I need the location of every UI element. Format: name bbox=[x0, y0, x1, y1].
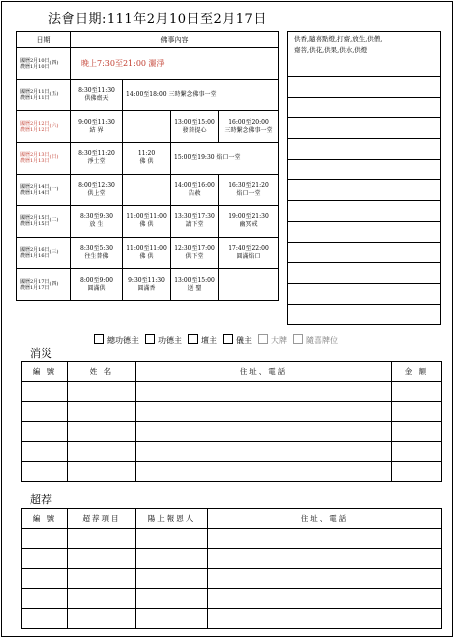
xiaozai-cell[interactable] bbox=[136, 442, 392, 462]
xiaozai-cell[interactable] bbox=[136, 382, 392, 402]
lunar-date: 農曆1月12日 bbox=[20, 126, 50, 133]
checkbox-label: 總功德主 bbox=[107, 336, 139, 345]
schedule-row bbox=[17, 174, 279, 206]
event-line: 8:30至9:30 bbox=[80, 213, 113, 221]
lunar-date: 農曆1月10日 bbox=[20, 63, 50, 70]
schedule-row bbox=[17, 48, 279, 80]
checkbox-item[interactable] bbox=[94, 336, 139, 345]
offerings-cell[interactable] bbox=[288, 263, 441, 284]
chaojian-header-cell: 超荐項目 bbox=[68, 509, 136, 529]
offerings-row bbox=[288, 159, 441, 180]
event-cell bbox=[123, 237, 171, 269]
event-line: 13:00至15:00 bbox=[174, 118, 215, 126]
xiaozai-cell[interactable] bbox=[136, 462, 392, 482]
donor-type-checkboxes bbox=[94, 334, 344, 346]
xiaozai-cell[interactable] bbox=[22, 402, 68, 422]
event-line: 13:30至17:30 bbox=[174, 213, 215, 221]
event-line: 發菩提心 bbox=[182, 126, 207, 134]
xiaozai-row bbox=[22, 442, 442, 462]
chaojian-cell[interactable] bbox=[22, 569, 68, 589]
event-line: 11:00至11:00 bbox=[126, 213, 167, 221]
chaojian-cell[interactable] bbox=[22, 609, 68, 629]
checkbox-item[interactable] bbox=[145, 336, 182, 345]
xiaozai-header-cell: 金 額 bbox=[392, 362, 442, 382]
chaojian-header-cell: 陽上報恩人 bbox=[136, 509, 208, 529]
schedule-date-cell bbox=[17, 111, 71, 143]
solar-date: 國曆2月12日 bbox=[20, 120, 50, 127]
event-cell bbox=[171, 143, 279, 175]
xiaozai-header-cell: 姓 名 bbox=[68, 362, 136, 382]
offerings-row bbox=[288, 242, 441, 263]
event-line: 佛 供 bbox=[139, 158, 154, 166]
offerings-row bbox=[288, 221, 441, 242]
chaojian-cell[interactable] bbox=[68, 529, 136, 549]
offerings-cell[interactable] bbox=[288, 283, 441, 304]
event-line: 8:00至9:00 bbox=[80, 276, 113, 284]
checkbox-box[interactable] bbox=[94, 334, 104, 344]
event-line: 三時繫念佛事一堂 bbox=[224, 126, 273, 134]
chaojian-cell[interactable] bbox=[68, 569, 136, 589]
event-cell bbox=[71, 111, 123, 143]
weekday: (五) bbox=[49, 91, 59, 98]
event-cell bbox=[71, 143, 123, 175]
checkbox-label: 儀主 bbox=[236, 336, 252, 345]
solar-date: 國曆2月17日 bbox=[20, 278, 50, 285]
chaojian-row bbox=[22, 589, 442, 609]
event-cell bbox=[71, 79, 123, 111]
checkbox-box[interactable] bbox=[258, 334, 268, 344]
schedule-date-cell bbox=[17, 143, 71, 175]
event-line: 9:00至11:30 bbox=[78, 118, 115, 126]
weekday: (四) bbox=[49, 59, 59, 66]
event-line: 圓滿香 bbox=[137, 284, 156, 292]
event-line: 圓滿供 bbox=[87, 284, 106, 292]
event-line: 17:40至22:00 bbox=[228, 245, 269, 253]
lunar-date: 農曆1月11日 bbox=[20, 95, 50, 102]
offerings-row bbox=[288, 201, 441, 222]
schedule-date-cell bbox=[17, 79, 71, 111]
event-line: 告赦 bbox=[188, 189, 201, 197]
event-cell bbox=[171, 237, 219, 269]
xiaozai-cell[interactable] bbox=[68, 442, 136, 462]
chaojian-cell[interactable] bbox=[208, 609, 442, 629]
checkbox-label: 功德主 bbox=[158, 336, 182, 345]
offerings-cell[interactable] bbox=[288, 221, 441, 242]
schedule-date-cell bbox=[17, 48, 71, 80]
xiaozai-cell[interactable] bbox=[136, 422, 392, 442]
schedule-row bbox=[17, 237, 279, 269]
checkbox-box[interactable] bbox=[188, 334, 198, 344]
chaojian-row bbox=[22, 569, 442, 589]
xiaozai-row bbox=[22, 462, 442, 482]
lunar-date: 農曆1月16日 bbox=[20, 253, 50, 260]
offerings-row bbox=[288, 180, 441, 201]
event-line: 8:30至11:20 bbox=[78, 150, 115, 158]
event-cell bbox=[171, 174, 219, 206]
xiaozai-table bbox=[21, 361, 442, 482]
event-line: 供下堂 bbox=[185, 253, 204, 261]
xiaozai-cell[interactable] bbox=[68, 422, 136, 442]
event-cell bbox=[71, 269, 123, 301]
schedule-header-content: 佛事內容 bbox=[71, 32, 279, 48]
event-line: 8:30至11:30 bbox=[78, 87, 115, 95]
checkbox-label: 隨喜牌位 bbox=[306, 336, 338, 345]
lunar-date: 農曆1月17日 bbox=[20, 284, 50, 291]
event-cell bbox=[219, 111, 279, 143]
xiaozai-cell[interactable] bbox=[392, 382, 442, 402]
event-cell bbox=[71, 237, 123, 269]
offerings-row bbox=[288, 304, 441, 325]
lunar-date: 農曆1月14日 bbox=[20, 189, 50, 196]
schedule-row bbox=[17, 269, 279, 301]
event-line: 放 生 bbox=[89, 221, 104, 229]
schedule-date-cell bbox=[17, 174, 71, 206]
chaojian-table bbox=[21, 508, 442, 629]
checkbox-item[interactable] bbox=[293, 336, 338, 345]
chaojian-header-cell: 編 號 bbox=[22, 509, 68, 529]
weekday: (二) bbox=[49, 217, 59, 224]
chaojian-cell[interactable] bbox=[208, 589, 442, 609]
event-cell bbox=[123, 111, 171, 143]
chaojian-cell[interactable] bbox=[136, 529, 208, 549]
solar-date: 國曆2月13日 bbox=[20, 152, 50, 159]
event-line: 請下堂 bbox=[185, 221, 204, 229]
event-cell bbox=[219, 206, 279, 238]
event-line: 佛 供 bbox=[139, 253, 154, 261]
checkbox-box[interactable] bbox=[145, 334, 155, 344]
offerings-line-2: 齋菩,供花,供果,供水,供燈 bbox=[294, 46, 368, 54]
schedule-header-date: 日期 bbox=[17, 32, 71, 48]
solar-date: 國曆2月11日 bbox=[20, 89, 50, 96]
section-title-chaojian: 超荐 bbox=[30, 493, 52, 506]
event-line: 19:00至21:30 bbox=[228, 213, 269, 221]
event-cell bbox=[123, 206, 171, 238]
event-cell bbox=[123, 269, 171, 301]
xiaozai-cell[interactable] bbox=[392, 442, 442, 462]
offerings-cell[interactable] bbox=[288, 180, 441, 201]
schedule-date-cell bbox=[17, 206, 71, 238]
xiaozai-cell[interactable] bbox=[22, 442, 68, 462]
xiaozai-cell[interactable] bbox=[392, 462, 442, 482]
weekday: (四) bbox=[49, 280, 59, 287]
checkbox-item[interactable] bbox=[188, 336, 217, 345]
event-line: 11:20 bbox=[137, 150, 156, 158]
schedule-row bbox=[17, 111, 279, 143]
xiaozai-cell[interactable] bbox=[22, 382, 68, 402]
event-line: 結 界 bbox=[89, 126, 104, 134]
event-line: 14:00至16:00 bbox=[174, 181, 215, 189]
chaojian-cell[interactable] bbox=[22, 549, 68, 569]
event-line: 焰口一堂 bbox=[236, 189, 261, 197]
xiaozai-cell[interactable] bbox=[68, 382, 136, 402]
event-line: 8:00至12:30 bbox=[78, 181, 115, 189]
checkbox-item[interactable] bbox=[223, 336, 252, 345]
lunar-date: 農曆1月13日 bbox=[20, 158, 50, 165]
schedule-date-cell bbox=[17, 237, 71, 269]
offerings-row bbox=[288, 118, 441, 139]
offerings-cell[interactable] bbox=[288, 97, 441, 118]
event-cell bbox=[71, 174, 123, 206]
offerings-table bbox=[287, 31, 441, 325]
event-line: 往生普佛 bbox=[84, 253, 109, 261]
chaojian-header-row bbox=[22, 509, 442, 529]
event-cell bbox=[171, 269, 219, 301]
xiaozai-row bbox=[22, 402, 442, 422]
offerings-row bbox=[288, 263, 441, 284]
chaojian-cell[interactable] bbox=[208, 529, 442, 549]
chaojian-row bbox=[22, 549, 442, 569]
checkbox-box[interactable] bbox=[223, 334, 233, 344]
lunar-date: 農曆1月15日 bbox=[20, 221, 50, 228]
event-cell bbox=[123, 174, 171, 206]
weekday: (日) bbox=[49, 154, 59, 161]
event-line: 16:00至20:00 bbox=[228, 118, 269, 126]
event-line: 圓滿焰口 bbox=[236, 253, 261, 261]
event-line: 11:00至11:00 bbox=[126, 245, 167, 253]
xiaozai-header-row bbox=[22, 362, 442, 382]
event-line: 供佛齋天 bbox=[84, 95, 109, 103]
event-cell bbox=[71, 206, 123, 238]
chaojian-cell[interactable] bbox=[208, 549, 442, 569]
xiaozai-row bbox=[22, 422, 442, 442]
checkbox-box[interactable] bbox=[293, 334, 303, 344]
offerings-cell[interactable] bbox=[288, 118, 441, 139]
weekday: (一) bbox=[49, 185, 59, 192]
event-line: 13:00至15:00 bbox=[174, 276, 215, 284]
schedule-date-cell bbox=[17, 269, 71, 301]
chaojian-row bbox=[22, 609, 442, 629]
page-title: 法會日期:111年2月10日至2月17日 bbox=[48, 12, 267, 27]
checkbox-item[interactable] bbox=[258, 336, 287, 345]
event-cell bbox=[123, 143, 171, 175]
event-line: 送 聖 bbox=[187, 284, 202, 292]
event-line: 9:30至11:30 bbox=[128, 276, 165, 284]
schedule-table bbox=[16, 31, 279, 301]
xiaozai-cell[interactable] bbox=[68, 402, 136, 422]
offerings-header bbox=[288, 32, 441, 77]
event-cell bbox=[123, 79, 279, 111]
event-cell bbox=[219, 174, 279, 206]
schedule-row bbox=[17, 143, 279, 175]
event-line: 供上堂 bbox=[87, 189, 106, 197]
chaojian-cell[interactable] bbox=[68, 549, 136, 569]
offerings-cell[interactable] bbox=[288, 242, 441, 263]
offerings-cell[interactable] bbox=[288, 159, 441, 180]
event-line: 12:30至17:00 bbox=[174, 245, 215, 253]
event-line: 淨土堂 bbox=[87, 158, 106, 166]
offerings-line-1: 供香,隨喜點燈,打齋,放生,供僧, bbox=[294, 35, 383, 43]
xiaozai-cell[interactable] bbox=[22, 462, 68, 482]
chaojian-cell[interactable] bbox=[68, 589, 136, 609]
event-line: 16:30至21:20 bbox=[228, 181, 269, 189]
schedule-row bbox=[17, 206, 279, 238]
chaojian-cell[interactable] bbox=[136, 549, 208, 569]
event-line: 14:00至18:00 三時繫念佛事一堂 bbox=[126, 91, 217, 99]
offerings-cell[interactable] bbox=[288, 77, 441, 98]
event-line: 幽冥戒 bbox=[239, 221, 258, 229]
event-line: 佛 供 bbox=[139, 221, 154, 229]
xiaozai-cell[interactable] bbox=[392, 422, 442, 442]
xiaozai-row bbox=[22, 382, 442, 402]
chaojian-cell[interactable] bbox=[22, 589, 68, 609]
offerings-row bbox=[288, 283, 441, 304]
chaojian-cell[interactable] bbox=[208, 569, 442, 589]
xiaozai-cell[interactable] bbox=[136, 402, 392, 422]
xiaozai-cell[interactable] bbox=[392, 402, 442, 422]
xiaozai-header-cell: 住址、電話 bbox=[136, 362, 392, 382]
event-line: 15:00至19:30 焰口一堂 bbox=[174, 154, 241, 162]
section-title-xiaozai: 消災 bbox=[30, 347, 52, 360]
chaojian-cell[interactable] bbox=[22, 529, 68, 549]
chaojian-row bbox=[22, 529, 442, 549]
xiaozai-cell[interactable] bbox=[22, 422, 68, 442]
checkbox-label: 壇主 bbox=[201, 336, 217, 345]
solar-date: 國曆2月16日 bbox=[20, 247, 50, 254]
chaojian-cell[interactable] bbox=[68, 609, 136, 629]
event-cell bbox=[171, 111, 219, 143]
offerings-cell[interactable] bbox=[288, 201, 441, 222]
offerings-cell[interactable] bbox=[288, 139, 441, 160]
offerings-row bbox=[288, 139, 441, 160]
solar-date: 國曆2月14日 bbox=[20, 183, 50, 190]
xiaozai-header-cell: 編 號 bbox=[22, 362, 68, 382]
offerings-row bbox=[288, 97, 441, 118]
xiaozai-cell[interactable] bbox=[68, 462, 136, 482]
event-line: 8:30至5:30 bbox=[80, 245, 113, 253]
chaojian-cell[interactable] bbox=[136, 569, 208, 589]
event-cell bbox=[219, 237, 279, 269]
offerings-row bbox=[288, 77, 441, 98]
solar-date: 國曆2月15日 bbox=[20, 215, 50, 222]
evening-event: 晚上7:30至21:00 灑淨 bbox=[71, 48, 279, 80]
chaojian-cell[interactable] bbox=[136, 609, 208, 629]
chaojian-cell[interactable] bbox=[136, 589, 208, 609]
chaojian-header-cell: 住址、電話 bbox=[208, 509, 442, 529]
event-cell bbox=[219, 269, 279, 301]
weekday: (三) bbox=[49, 249, 59, 256]
schedule-row bbox=[17, 79, 279, 111]
weekday: (六) bbox=[49, 122, 59, 129]
solar-date: 國曆2月10日 bbox=[20, 57, 50, 64]
checkbox-label: 大牌 bbox=[271, 336, 287, 345]
offerings-cell[interactable] bbox=[288, 304, 441, 325]
event-cell bbox=[171, 206, 219, 238]
